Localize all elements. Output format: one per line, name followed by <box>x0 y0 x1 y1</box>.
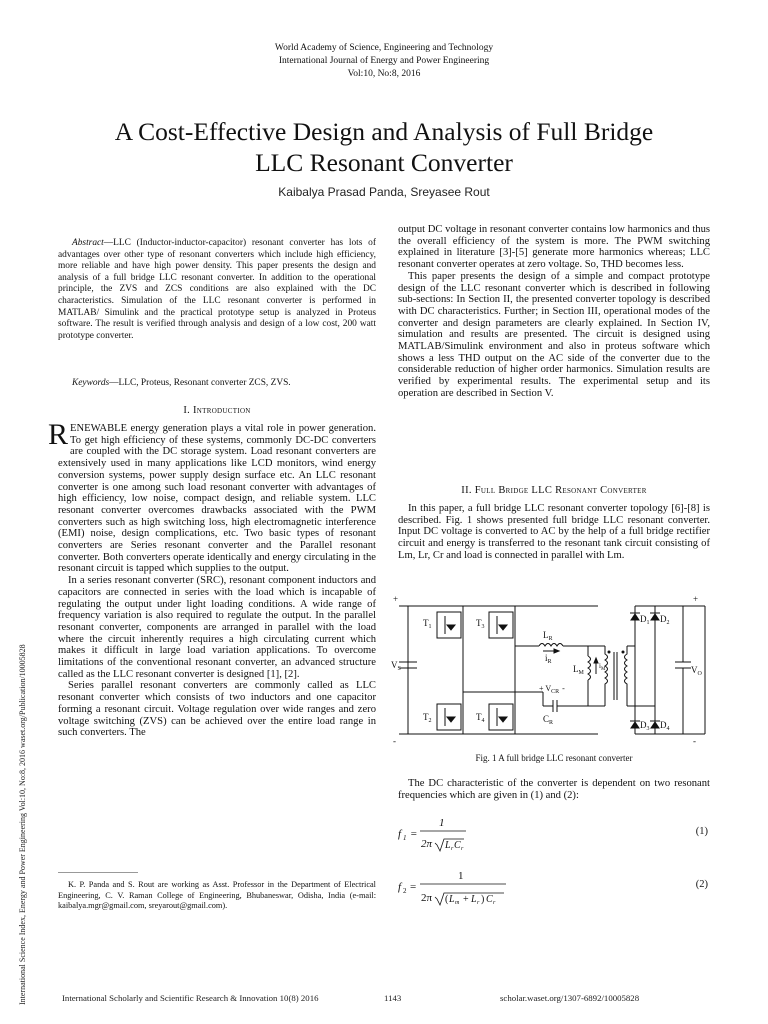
svg-text:T2: $T_2$ <box>423 712 432 724</box>
journal-line: World Academy of Science, Engineering and Technology <box>274 43 494 53</box>
section-title: Introduction <box>193 405 251 416</box>
svg-text:f: f <box>398 881 402 893</box>
svg-text:=: = <box>410 828 418 840</box>
paper-title <box>40 116 728 178</box>
svg-text:(: ( <box>445 894 449 905</box>
vcr-label: + $V_{CR}$ - <box>539 684 565 695</box>
cr-label: $C_R$ <box>543 714 554 726</box>
svg-text:T1: $T_1$ <box>423 618 432 630</box>
footer-publisher: International Scholarly and Scientific Research & Innovation 10(8) 2016 <box>62 993 319 1003</box>
paragraph: The DC characteristic of the converter is dependent on two resonant frequencies which are given in (1) and (2): <box>398 778 710 801</box>
lm-label: $L_M$ <box>573 664 584 676</box>
diode-d4 <box>650 720 670 732</box>
svg-text:2π: 2π <box>421 838 433 850</box>
abstract-text: —LLC (Inductor-inductor-capacitor) resonant converter has lots of advantages over other type of resonant converters which include high efficiency, more reliable and have high power density. This paper presents the design and analysis of a full bridge LLC resonant converter. In addition to the operational principle, the ZVS and ZCS conditions are also explained with the DC characteristics. Simulation of the LLC resonant converter is performed in MATLAB/ Simulink and the practical prototype setup is analyzed in Proteus software. The result is verified through analysis and design of a low cost, 200 watt prototype converter. <box>58 238 376 341</box>
journal-header <box>0 42 768 81</box>
svg-text:r: r <box>461 846 464 852</box>
svg-text:+: + <box>463 894 469 905</box>
section-number: I. <box>183 405 191 416</box>
lr-inductor <box>539 644 563 647</box>
lm-inductor <box>588 656 591 680</box>
svg-text:T4: $T_4$ <box>476 712 485 724</box>
paragraph: output DC voltage in resonant converter contains low harmonics and thus the overall efficiency of the system is more. The PWM switching explained in literature [3]-[5] generate more harmonics whereas; LLC resonant converter operates at zero voltage. So, THD becomes less. <box>398 224 710 271</box>
journal-line: Vol:10, No:8, 2016 <box>347 69 421 79</box>
svg-text:D4: $D_4$ <box>660 720 670 732</box>
svg-text:-: - <box>693 736 696 746</box>
svg-text:): ) <box>481 894 485 905</box>
abstract <box>58 238 376 342</box>
section-title: Full Bridge LLC Resonant Converter <box>474 485 647 496</box>
keywords-text: —LLC, Proteus, Resonant converter ZCS, ZVS. <box>109 378 291 388</box>
drop-cap: R <box>48 418 69 451</box>
journal-line: International Journal of Energy and Power Engineering <box>278 56 490 66</box>
equation-2-formula <box>398 867 528 911</box>
svg-text:1: 1 <box>458 870 464 882</box>
svg-text:r: r <box>493 900 496 906</box>
svg-text:2π: 2π <box>421 892 433 904</box>
keywords <box>58 377 376 389</box>
footer-url: scholar.waset.org/1307-6892/10005828 <box>500 993 640 1003</box>
equation-2 <box>398 867 710 911</box>
figure-caption: Fig. 1 A full bridge LLC resonant converter <box>475 753 633 763</box>
title-line: A Cost-Effective Design and Analysis of Full Bridge <box>114 117 654 146</box>
author-footnote: K. P. Panda and S. Rout are working as Asst. Professor in the Department of Electrical Engineering, C. V. Raman College of Engineering, Bhubaneswar, Odisha, India (e-mail: kaibalya.mgr@gmail.com, sreyarout@gmail.com). <box>58 880 376 911</box>
equation-1-number: (1) <box>695 826 708 837</box>
svg-text:C: C <box>454 840 461 851</box>
svg-text:m: m <box>455 900 460 906</box>
diode-d1 <box>630 613 650 626</box>
svg-text:1: 1 <box>439 817 445 829</box>
lr-label: $L_R$ <box>543 630 553 642</box>
ir-label: $i_R$ <box>545 653 552 665</box>
title-line: LLC Resonant Converter <box>255 148 513 177</box>
paragraph: In this paper, a full bridge LLC resonant converter topology [6]-[8] is described. Fig. 1 shows presented full bridge LLC resonant converter. Input DC voltage is converted to AC by the help of a full bridge rectifier circuit and energy is transferred to the resonant tank circuit consisting of Lm, Lr, Cr and load is connected in parallel with Lm. <box>398 503 710 561</box>
rail-plus: + <box>393 594 399 604</box>
switch-t3 <box>476 612 513 638</box>
footnote-rule <box>58 872 138 873</box>
svg-text:L: L <box>449 894 455 905</box>
section-heading-topology <box>398 485 710 496</box>
im-label: $i_M$ <box>599 662 606 672</box>
svg-text:1: 1 <box>403 834 407 842</box>
svg-text:f: f <box>398 828 402 840</box>
equations-intro <box>398 778 710 801</box>
equation-1-formula <box>398 812 508 856</box>
diode-d3 <box>630 720 650 732</box>
column2-body <box>398 224 710 400</box>
switch-t2 <box>423 704 461 730</box>
paper-authors: Kaibalya Prasad Panda, Sreyasee Rout <box>278 185 490 199</box>
equation-1 <box>398 812 710 856</box>
paragraph: Series parallel resonant converters are commonly called as LLC resonant converter which consists of two inductors and one capacitor forming a resonant circuit. Voltage regulation over wide ranges and zero voltage switching (ZVS) can be achieved over the entire load range in such converters. The <box>58 680 376 739</box>
paragraph: In a series resonant converter (SRC), resonant component inductors and capacitors are connected in series with the load which is incapable of regulating the output under light loading conditions. A wide range of frequency variation is also required to regulate the output. In the parallel resonant converter, components are arranged in parallel with the load where the circuit inherently requires a high circulating current which makes it difficult in large load variation applications. To overcome limitations of the conventional resonant converter, an advanced structure called as the LLC resonant converter is designed [1], [2]. <box>58 575 376 680</box>
circuit-diagram <box>393 594 715 746</box>
svg-text:2: 2 <box>403 887 407 895</box>
svg-text:C: C <box>486 894 493 905</box>
section-heading-introduction <box>58 405 376 416</box>
vs-label: $V_S$ <box>391 660 401 672</box>
rail-minus: - <box>393 736 396 746</box>
section-number: II. <box>461 485 472 496</box>
keywords-label: Keywords <box>72 378 110 388</box>
sidebar-citation: International Science Index, Energy and Power Engineering Vol:10, No:8, 2016 waset.org/Publication/10005828 <box>18 644 27 1005</box>
vo-label: $V_O$ <box>691 665 702 677</box>
switch-t4 <box>476 704 513 730</box>
paragraph: RENEWABLE energy generation plays a vital role in power generation. To get high efficiency of these systems, commonly DC-DC converters are coupled with the DC storage system. Load resonant converters are extensively used in many applications like LCD monitors, wind energy conversion systems, power supply design surface etc. An LLC resonant converter is one among such load resonant converter with advantages of high efficiency, low noise, compact design, and reliable system. LLC resonant converter overcomes drawbacks associated with the PWM converters such as high switching loss, high electromagnetic interference (EMI) noise, design complications, etc. Two basic types of resonant converters are Series resonant converter and the Parallel resonant converter. Both converters operate identically and energy circulating in the resonant circuit is tapped which supplies to the output. <box>48 418 376 575</box>
svg-text:r: r <box>451 846 454 852</box>
svg-text:L: L <box>445 840 451 851</box>
svg-text:D2: $D_2$ <box>660 614 670 626</box>
introduction-body <box>48 418 376 739</box>
topology-body <box>398 503 710 562</box>
abstract-label: Abstract <box>72 238 104 248</box>
svg-text:r: r <box>477 900 480 906</box>
switch-t1 <box>423 612 461 638</box>
paragraph: This paper presents the design of a simple and compact prototype design of the LLC resonant converter which is described in following sub-sections: In Section II, the presented converter topology is described with DC characteristics. Further; in Section III, operational modes of the converter and design parameters are clearly explained. In Section IV, simulation and results are presented. The circuit is designed using MATLAB/Simulink environment and also in proteus software which shows a less THD output on the AC side of the converter due to the considerable reduction of higher order harmonics. Simulation results are verified by experimental results. The experimental setup and its operation are described in Section V. <box>398 270 710 399</box>
footer-page-number: 1143 <box>384 993 402 1003</box>
diode-d2 <box>650 613 670 626</box>
equation-2-number: (2) <box>695 879 708 890</box>
svg-text:D1: $D_1$ <box>640 614 650 626</box>
svg-text:L: L <box>471 894 477 905</box>
svg-text:D3: $D_3$ <box>640 720 650 732</box>
svg-text:=: = <box>410 881 417 893</box>
transformer <box>598 646 627 706</box>
svg-text:+: + <box>693 594 699 604</box>
svg-text:T3: $T_3$ <box>476 618 485 630</box>
